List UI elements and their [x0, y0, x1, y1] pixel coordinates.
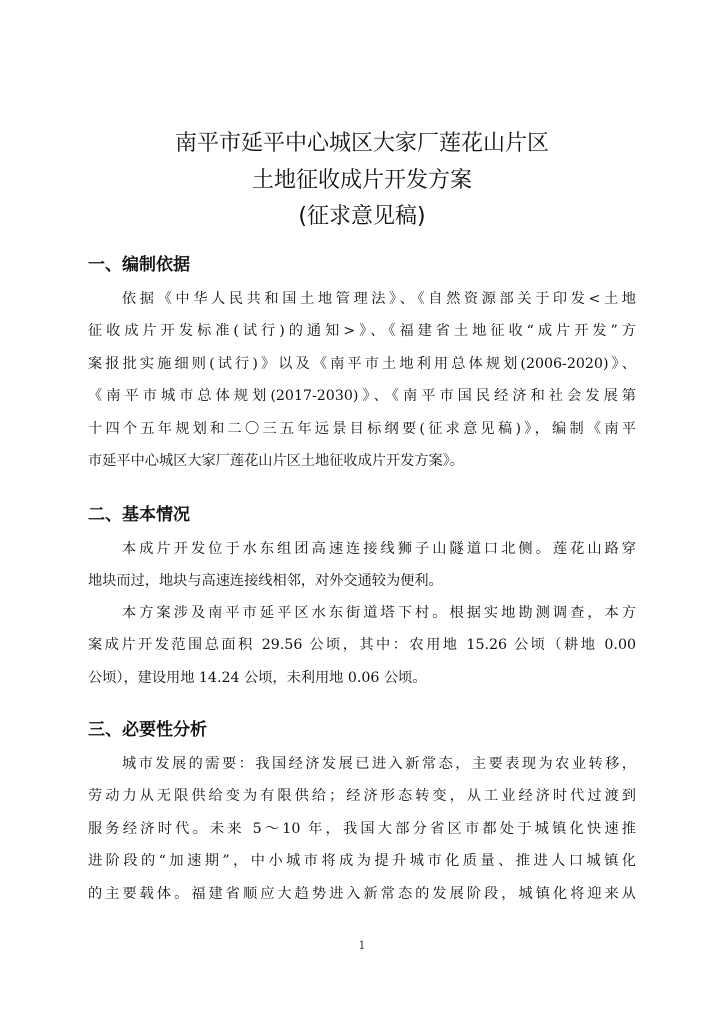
section-heading-necessity: 三、必要性分析: [88, 720, 207, 740]
section-heading-basic-situation: 二、基本情况: [88, 505, 190, 525]
document-title-line-2: 土地征收成片开发方案: [251, 168, 472, 193]
paragraph-necessity: [88, 748, 636, 910]
paragraph-basis: [88, 283, 636, 477]
text-line: 公顷），建设用地 14.24 公顷，未利用地 0.06 公顷。: [88, 669, 427, 686]
paragraph-location: [88, 533, 636, 598]
page-number: 1: [358, 939, 366, 952]
text-line: 依据《中华人民共和国土地管理法》、《自然资源部关于印发<土地: [122, 291, 636, 307]
text-line: 城市发展的需要：我国经济发展已进入新常态，主要表现为农业转移，: [122, 756, 636, 772]
text-line: 劳动力从无限供给变为有限供给；经济形态转变，从工业经济时代过渡到: [88, 788, 636, 805]
text-line: 本成片开发位于水东组团高速连接线狮子山隧道口北侧。莲花山路穿: [122, 541, 636, 557]
section-heading-basis: 一、编制依据: [88, 255, 190, 275]
text-line: 征收成片开发标准(试行)的通知>》、《福建省土地征收“成片开发”方: [88, 323, 636, 340]
text-line: 《南平市城市总体规划(2017-2030)》、《南平市国民经济和社会发展第: [88, 388, 636, 405]
text-line: 地块而过，地块与高速连接线相邻，对外交通较为便利。: [88, 573, 443, 590]
text-line: 服务经济时代。未来 5～10 年，我国大部分省区市都处于城镇化快速推: [88, 820, 636, 837]
document-title-line-3: (征求意见稿): [298, 204, 426, 229]
text-line: 进阶段的“加速期”，中小城市将成为提升城市化质量、推进人口城镇化: [88, 853, 636, 870]
text-line: 十四个五年规划和二〇三五年远景目标纲要(征求意见稿)》，编制《南平: [88, 420, 636, 437]
text-line: 案成片开发范围总面积 29.56 公顷，其中：农用地 15.26 公顷（耕地 0.00: [88, 637, 636, 654]
text-line: 的主要载体。福建省顺应大趋势进入新常态的发展阶段，城镇化将迎来从: [88, 885, 636, 902]
paragraph-area: [88, 597, 636, 694]
text-line: 市延平中心城区大家厂莲花山片区土地征收成片开发方案》。: [88, 453, 464, 470]
text-line: 本方案涉及南平市延平区水东街道塔下村。根据实地勘测调查，本方: [122, 605, 636, 621]
text-line: 案报批实施细则(试行)》以及《南平市土地利用总体规划(2006-2020)》、: [88, 355, 636, 372]
document-title-line-1: 南平市延平中心城区大家厂莲花山片区: [174, 131, 549, 156]
